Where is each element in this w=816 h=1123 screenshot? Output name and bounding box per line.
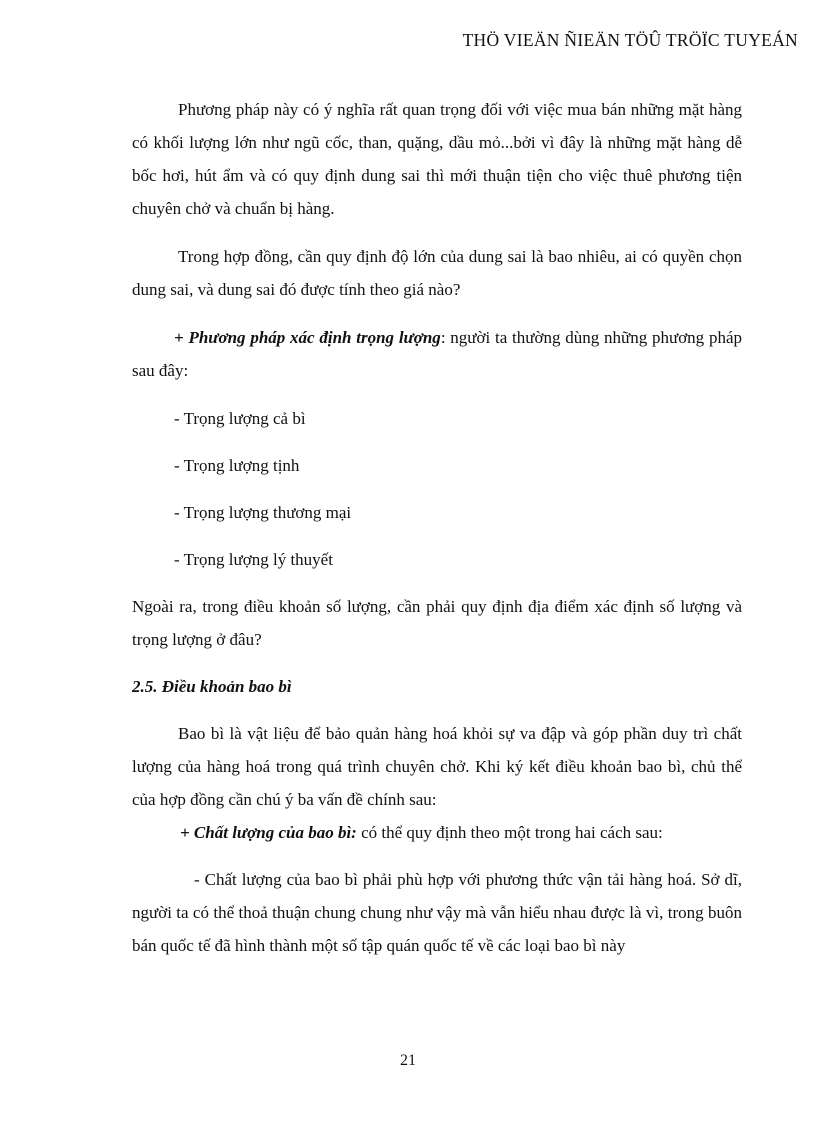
section-heading: 2.5. Điều khoản bao bì [132,677,292,696]
page-header: THÖ VIEÄN ÑIEÄN TÖÛ TRÖÏC TUYEÁN [462,30,798,50]
packaging-quality-text: có thể quy định theo một trong hai cách sau: [356,823,663,842]
paragraph-location: Ngoài ra, trong điều khoản số lượng, cần phải quy định địa điểm xác định số lượng và trọng lượng ở đâu? [132,597,742,649]
packaging-quality-label: + Chất lượng của bao bì: [180,823,357,842]
weight-methods-label: + Phương pháp xác định trọng lượng [174,328,441,347]
weight-methods-text: : người ta thường dùng những phương pháp sau đây: [132,328,742,380]
paragraph-tolerance: Trong hợp đồng, cần quy định độ lớn của dung sai là bao nhiêu, ai có quyền chọn dung sai, và dung sai đó được tính theo giá nào? [132,247,742,299]
list-item: - Trọng lượng cả bì [174,409,306,428]
paragraph-weight-methods [132,321,742,387]
paragraph-packaging-transport: - Chất lượng của bao bì phải phù hợp với phương thức vận tải hàng hoá. Sở dĩ, người ta có thể thoả thuận chung chung như vậy mà vẫn hiểu nhau được là vì, trong buôn bán quốc tế đã hình thành một số tập quán quốc tế về các loại bao bì này [132,870,742,955]
page-body [132,93,742,962]
list-item: - Trọng lượng thương mại [174,503,352,522]
paragraph-packaging-quality [132,816,742,849]
paragraph-method-significance: Phương pháp này có ý nghĩa rất quan trọng đối với việc mua bán những mặt hàng có khối lượng lớn như ngũ cốc, than, quặng, dầu mỏ...bởi vì đây là những mặt hàng dễ bốc hơi, hút ẩm và có quy định dung sai thì mới thuận tiện cho việc thuê phương tiện chuyên chở và chuẩn bị hàng. [132,100,742,218]
list-item: - Trọng lượng lý thuyết [174,550,333,569]
page-number: 21 [400,1052,416,1069]
list-item: - Trọng lượng tịnh [174,456,300,475]
weight-method-list [132,402,742,576]
paragraph-packaging: Bao bì là vật liệu để bảo quản hàng hoá khỏi sự va đập và góp phần duy trì chất lượng của hàng hoá trong quá trình chuyên chở. Khi ký kết điều khoản bao bì, chủ thể của hợp đồng cần chú ý ba vấn đề chính sau: [132,724,742,809]
